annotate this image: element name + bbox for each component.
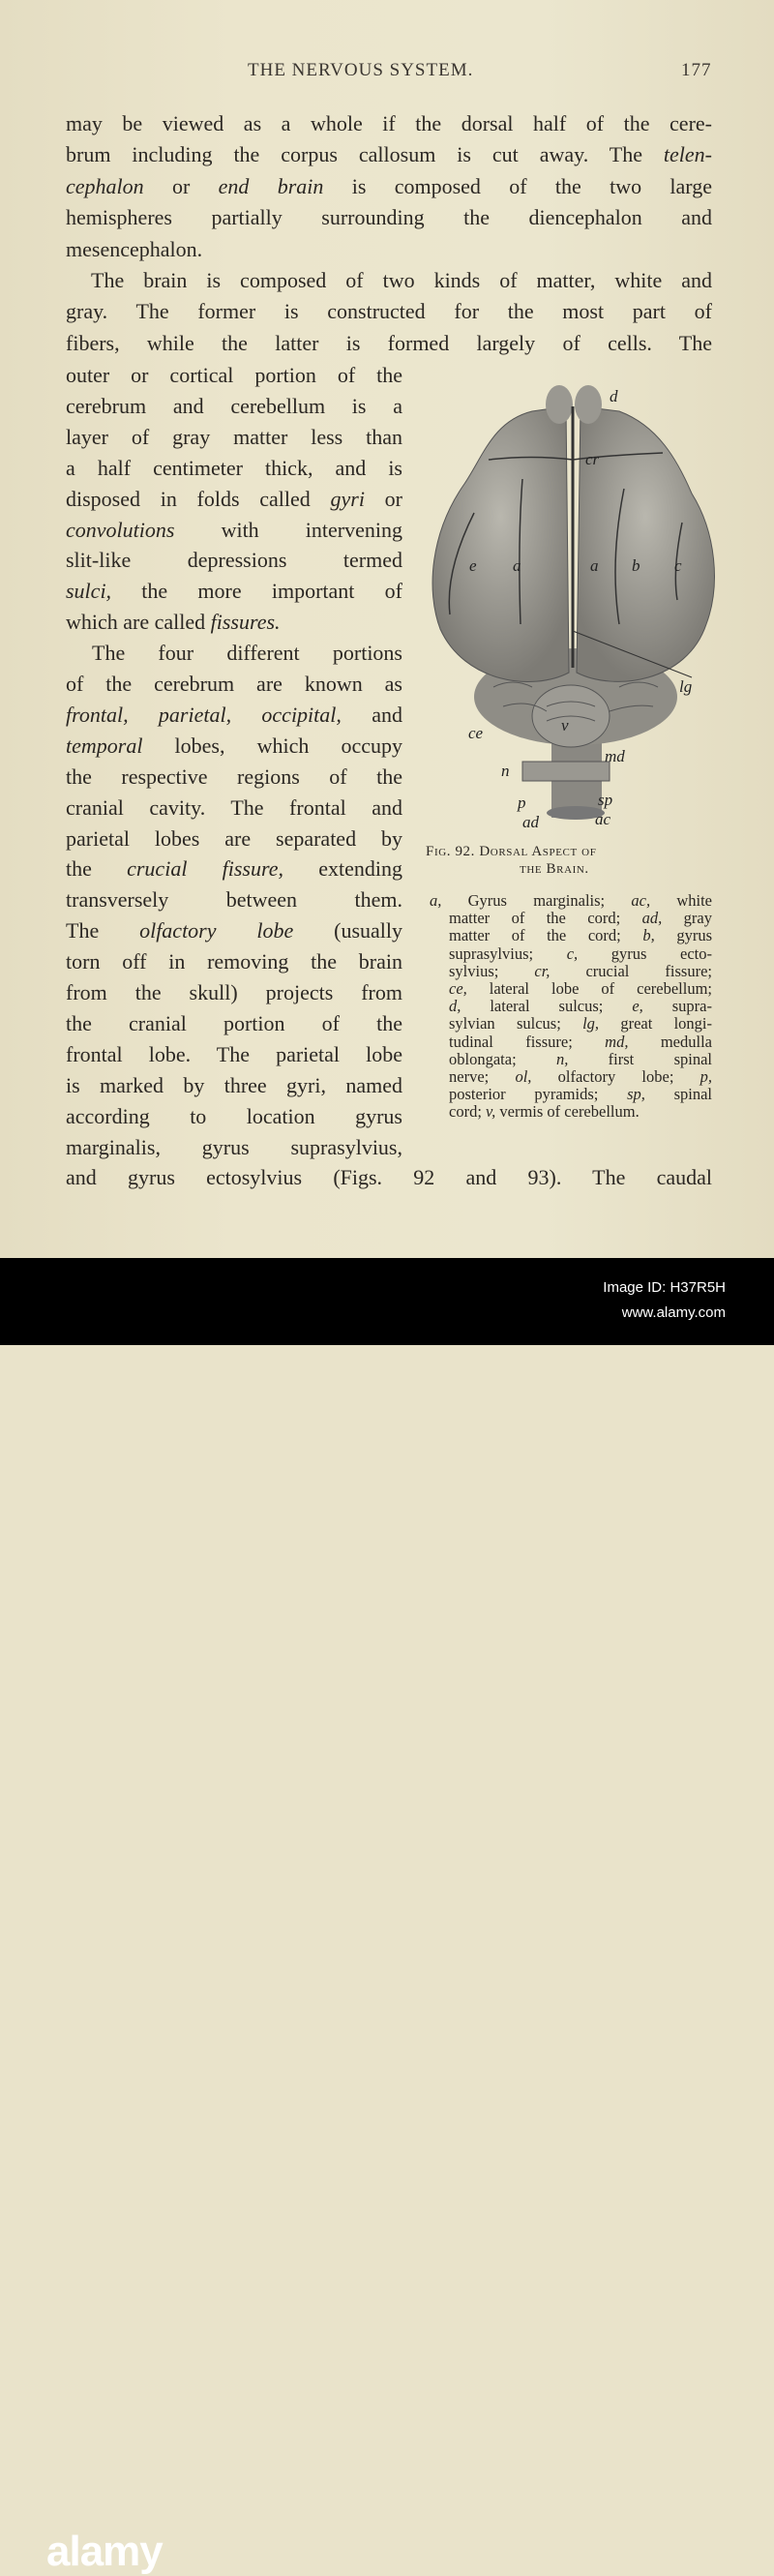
text-line bbox=[66, 545, 402, 576]
brain-dorsal-figure bbox=[426, 377, 726, 832]
italic-term: c, bbox=[566, 944, 579, 963]
text-segment: the bbox=[66, 856, 128, 882]
text-line bbox=[66, 108, 712, 139]
text-segment: disposed in folds called bbox=[66, 486, 331, 511]
italic-term: sp, bbox=[627, 1085, 645, 1104]
italic-term: frontal, parietal, occipital, bbox=[66, 702, 342, 727]
label-lg: lg bbox=[679, 677, 693, 696]
text-segment: or bbox=[364, 486, 402, 511]
text-segment: matter of the cord; bbox=[449, 909, 642, 928]
label-ad: ad bbox=[522, 813, 539, 831]
caption-line bbox=[449, 910, 712, 926]
text-segment: mesencephalon. bbox=[66, 236, 203, 261]
text-segment: of the cerebrum are known as bbox=[66, 672, 402, 696]
text-segment: lateral sulcus; bbox=[461, 997, 633, 1016]
caption-line bbox=[449, 980, 712, 997]
label-ac: ac bbox=[595, 810, 611, 828]
text-segment: The brain is composed of two kinds of matter, white and bbox=[91, 268, 712, 292]
text-segment: sylvius; bbox=[449, 961, 535, 980]
text-line bbox=[66, 360, 402, 391]
italic-term: temporal bbox=[66, 733, 143, 758]
text-segment: crucial fissure; bbox=[550, 961, 712, 980]
text-segment: and gyrus ectosylvius (Figs. 92 and 93). The caudal bbox=[66, 1165, 712, 1189]
caption-line bbox=[449, 1051, 712, 1067]
text-segment: matter of the cord; bbox=[449, 926, 643, 945]
text-segment: posterior pyramids; bbox=[449, 1085, 628, 1104]
caption-line bbox=[449, 1103, 712, 1120]
italic-term: lg, bbox=[582, 1014, 600, 1033]
text-segment: sylvian sulcus; bbox=[449, 1014, 583, 1033]
text-line bbox=[66, 1070, 402, 1101]
text-line bbox=[66, 484, 402, 515]
text-line bbox=[66, 854, 402, 884]
text-segment: may be viewed as a whole if the dorsal half of the cere- bbox=[66, 111, 712, 135]
label-p: p bbox=[518, 794, 526, 812]
label-sp: sp bbox=[598, 791, 613, 809]
caption-line bbox=[449, 927, 712, 944]
text-segment: oblongata; bbox=[449, 1049, 556, 1068]
page-number: 177 bbox=[681, 60, 712, 80]
alamy-logo: alamy bbox=[46, 2528, 163, 2575]
label-md: md bbox=[605, 747, 625, 765]
caption-line bbox=[449, 1068, 712, 1085]
italic-term: gyri bbox=[330, 486, 365, 511]
text-segment: spinal bbox=[644, 1085, 712, 1104]
text-line bbox=[66, 731, 402, 762]
text-segment: frontal lobe. The parietal lobe bbox=[66, 1041, 402, 1066]
text-line bbox=[66, 884, 402, 915]
text-segment: nerve; bbox=[449, 1067, 516, 1086]
text-line bbox=[66, 453, 402, 484]
text-segment: outer or cortical portion of the bbox=[66, 363, 402, 387]
text-segment: olfactory lobe; bbox=[531, 1067, 700, 1086]
italic-term: telen- bbox=[663, 142, 712, 167]
text-line bbox=[66, 171, 712, 202]
running-title: THE NERVOUS SYSTEM. bbox=[248, 60, 474, 80]
text-segment: The bbox=[66, 918, 140, 944]
label-a: a bbox=[590, 556, 599, 575]
italic-term: e, bbox=[632, 997, 643, 1016]
text-segment: lateral lobe of cerebellum; bbox=[466, 979, 712, 998]
text-segment: Gyrus marginalis; bbox=[441, 891, 632, 910]
text-line bbox=[66, 1101, 402, 1132]
text-segment: suprasylvius; bbox=[449, 944, 567, 963]
text-segment: great longi- bbox=[599, 1014, 713, 1033]
text-segment: according to location gyrus bbox=[66, 1103, 402, 1128]
text-line bbox=[66, 700, 402, 731]
text-line bbox=[66, 762, 402, 793]
text-line bbox=[66, 824, 402, 854]
label-v: v bbox=[561, 716, 569, 734]
italic-term: v, bbox=[486, 1102, 496, 1122]
label-ce: ce bbox=[468, 724, 484, 742]
text-segment: medulla bbox=[628, 1032, 712, 1051]
italic-term: d, bbox=[449, 997, 461, 1016]
image-id: Image ID: H37R5H bbox=[603, 1279, 726, 1296]
italic-term: ad, bbox=[641, 909, 663, 928]
text-line bbox=[66, 234, 712, 265]
text-segment: lobes, which occupy bbox=[142, 733, 402, 758]
italic-term: crucial fissure, bbox=[127, 856, 284, 882]
text-line bbox=[66, 946, 402, 977]
text-line bbox=[66, 422, 402, 453]
italic-term: ol, bbox=[515, 1067, 532, 1086]
label-e: e bbox=[469, 556, 477, 575]
text-line bbox=[66, 1039, 402, 1070]
text-line bbox=[66, 202, 712, 233]
text-segment: (usually bbox=[293, 918, 402, 944]
italic-term: cr, bbox=[534, 961, 551, 980]
text-line bbox=[66, 139, 712, 170]
caption-line bbox=[449, 1015, 712, 1032]
italic-term: ac, bbox=[631, 891, 651, 910]
label-n: n bbox=[501, 762, 510, 780]
text-line bbox=[66, 1132, 402, 1163]
figure-title: Fig. 92. Dorsal Aspect of bbox=[426, 844, 597, 859]
label-c: c bbox=[674, 556, 682, 575]
text-line bbox=[66, 1008, 402, 1039]
cerebrum bbox=[432, 385, 714, 682]
text-segment: fibers, while the latter is formed largely of cells. The bbox=[66, 330, 712, 355]
text-segment: extending bbox=[283, 856, 402, 882]
text-segment: the cranial portion of the bbox=[66, 1010, 402, 1035]
text-segment: layer of gray matter less than bbox=[66, 424, 402, 449]
text-segment: which are called bbox=[66, 610, 211, 635]
text-line bbox=[66, 296, 712, 327]
text-line bbox=[66, 915, 402, 946]
caption-line bbox=[449, 1086, 712, 1102]
watermark-bar bbox=[0, 1258, 774, 2575]
label-a-left: a bbox=[513, 556, 521, 575]
text-segment: tudinal fissure; bbox=[449, 1032, 606, 1051]
italic-term: olfactory lobe bbox=[139, 918, 294, 944]
italic-term: ce, bbox=[449, 979, 467, 998]
text-segment: first spinal bbox=[568, 1049, 712, 1068]
text-segment: the more important of bbox=[111, 579, 402, 604]
text-segment: The four different portions bbox=[92, 641, 402, 666]
text-segment: gray bbox=[662, 909, 712, 928]
text-segment: transversely between them. bbox=[66, 887, 402, 913]
text-segment: gyrus bbox=[654, 926, 713, 945]
caption-line bbox=[449, 963, 712, 979]
text-segment: brum including the corpus callosum is cut away. The bbox=[66, 142, 664, 167]
label-d: d bbox=[610, 387, 618, 405]
text-segment: a half centimeter thick, and is bbox=[66, 455, 402, 480]
italic-term: end brain bbox=[218, 173, 324, 198]
text-segment: vermis of cerebellum. bbox=[495, 1102, 640, 1122]
text-segment: parietal lobes are separated by bbox=[66, 825, 402, 851]
text-segment: the respective regions of the bbox=[66, 764, 402, 789]
book-page bbox=[0, 0, 774, 1258]
text-segment: hemispheres partially surrounding the diencephalon and bbox=[66, 205, 712, 230]
label-b: b bbox=[632, 556, 640, 575]
text-segment: supra- bbox=[642, 997, 712, 1016]
text-segment: marginalis, gyrus suprasylvius, bbox=[66, 1134, 402, 1159]
text-line bbox=[91, 265, 712, 296]
text-segment: with intervening bbox=[174, 517, 402, 542]
italic-term: n, bbox=[555, 1049, 569, 1068]
text-segment: or bbox=[143, 173, 219, 198]
caption-line bbox=[449, 1033, 712, 1050]
text-line bbox=[66, 328, 712, 359]
text-line bbox=[66, 669, 402, 700]
site-url: www.alamy.com bbox=[621, 1304, 726, 1321]
text-line bbox=[66, 977, 402, 1008]
text-segment: slit-like depressions termed bbox=[66, 548, 402, 573]
text-segment: torn off in removing the brain bbox=[66, 949, 402, 974]
text-line bbox=[66, 576, 402, 607]
text-segment: gyrus ecto- bbox=[578, 944, 712, 963]
text-line bbox=[66, 391, 402, 422]
label-cr: cr bbox=[585, 450, 600, 468]
italic-term: a, bbox=[430, 891, 442, 910]
caption-line bbox=[430, 892, 712, 909]
text-line bbox=[66, 607, 402, 638]
figure-title-cont: the Brain. bbox=[520, 861, 589, 877]
text-segment: from the skull) projects from bbox=[66, 980, 402, 1004]
italic-term: fissures. bbox=[210, 610, 281, 635]
text-line bbox=[66, 793, 402, 824]
italic-term: cephalon bbox=[66, 173, 144, 198]
italic-term: convolutions bbox=[66, 517, 175, 542]
italic-term: md, bbox=[605, 1032, 629, 1051]
text-line bbox=[66, 515, 402, 546]
italic-term: sulci, bbox=[66, 579, 112, 604]
text-line bbox=[92, 638, 402, 669]
text-segment: cord; bbox=[449, 1102, 487, 1122]
text-segment: white bbox=[650, 891, 712, 910]
caption-line bbox=[449, 945, 712, 962]
italic-term: p, bbox=[700, 1067, 712, 1086]
text-segment: is marked by three gyri, named bbox=[66, 1072, 402, 1097]
caption-line bbox=[449, 998, 712, 1014]
text-segment: cerebrum and cerebellum is a bbox=[66, 393, 402, 418]
text-segment: gray. The former is constructed for the most part of bbox=[66, 299, 712, 324]
text-segment: cranial cavity. The frontal and bbox=[66, 794, 402, 820]
text-line bbox=[66, 1162, 712, 1193]
italic-term: b, bbox=[642, 926, 655, 945]
text-segment: is composed of the two large bbox=[323, 173, 712, 198]
text-segment: and bbox=[341, 702, 402, 727]
